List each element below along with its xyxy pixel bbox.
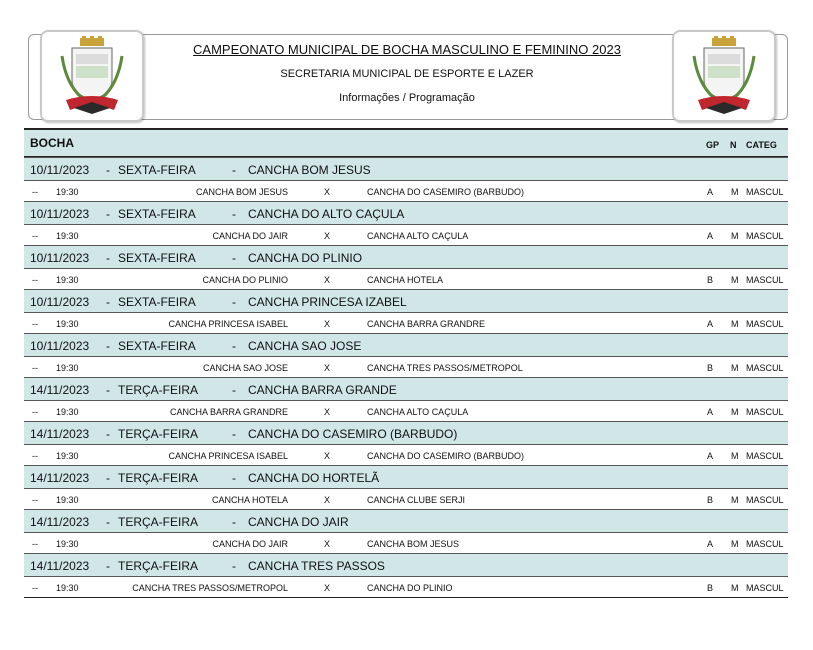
group-date: 10/11/2023 [30,339,90,353]
group-date: 10/11/2023 [30,207,90,221]
match-away-team: CANCHA BARRA GRANDRE [367,319,486,329]
match-category: MASCUL [746,407,784,417]
group-header-row [24,201,788,224]
group-venue: CANCHA DO PLINIO [248,251,363,265]
match-category: MASCUL [746,363,784,373]
match-versus: X [324,231,331,241]
match-group: B [707,495,714,505]
group-weekday: SEXTA-FEIRA [118,163,196,177]
group-separator: - [232,339,236,353]
match-row [24,576,788,597]
match-n: M [731,319,739,329]
match-away-team: CANCHA TRES PASSOS/METROPOL [367,363,523,373]
group-separator: - [232,471,236,485]
group-separator: - [232,295,236,309]
match-dash: -- [32,583,38,593]
section-title: BOCHA [30,136,74,150]
group-header-row [24,157,788,180]
schedule-groups [24,157,788,597]
match-away-team: CANCHA ALTO CAÇULA [367,407,469,417]
group-header-row [24,289,788,312]
group-date: 14/11/2023 [30,471,90,485]
match-category: MASCUL [746,583,784,593]
match-home-team: CANCHA PRINCESA ISABEL [168,319,288,329]
match-away-team: CANCHA ALTO CAÇULA [367,231,469,241]
match-group: A [707,407,714,417]
group-header-row [24,509,788,532]
match-category: MASCUL [746,187,784,197]
group-header-row [24,553,788,576]
match-n: M [731,187,739,197]
match-n: M [731,583,739,593]
match-n: M [731,275,739,285]
crest-icon [58,36,126,118]
match-group: A [707,187,714,197]
match-home-team: CANCHA DO JAIR [212,231,288,241]
match-n: M [731,407,739,417]
group-venue: CANCHA BOM JESUS [248,163,371,177]
group-separator: - [232,515,236,529]
match-category: MASCUL [746,319,784,329]
match-versus: X [324,319,331,329]
group-weekday: TERÇA-FEIRA [118,427,199,441]
match-time: 19:30 [56,539,79,549]
group-header-row [24,333,788,356]
group-separator: - [232,207,236,221]
match-away-team: CANCHA DO CASEMIRO (BARBUDO) [367,451,525,461]
group-venue: CANCHA TRES PASSOS [248,559,385,573]
match-n: M [731,451,739,461]
match-dash: -- [32,451,38,461]
match-dash: -- [32,495,38,505]
match-row [24,444,788,465]
group-separator: - [232,163,236,177]
group-separator: - [106,383,110,397]
match-home-team: CANCHA PRINCESA ISABEL [168,451,288,461]
match-home-team: CANCHA DO PLINIO [202,275,288,285]
group-header-row [24,245,788,268]
group-date: 10/11/2023 [30,251,90,265]
match-home-team: CANCHA BOM JESUS [195,187,288,197]
match-versus: X [324,363,331,373]
match-row [24,356,788,377]
group-separator: - [106,163,110,177]
n-column-header: N [730,140,737,150]
group-venue: CANCHA DO CASEMIRO (BARBUDO) [248,427,458,441]
match-category: MASCUL [746,231,784,241]
group-venue: CANCHA SAO JOSE [248,339,362,353]
match-versus: X [324,187,331,197]
group-separator: - [106,515,110,529]
match-group: A [707,451,714,461]
match-versus: X [324,583,331,593]
match-dash: -- [32,407,38,417]
group-weekday: TERÇA-FEIRA [118,515,199,529]
match-away-team: CANCHA BOM JESUS [367,539,460,549]
group-separator: - [106,471,110,485]
page-subtitle: SECRETARIA MUNICIPAL DE ESPORTE E LAZER [280,68,534,80]
match-time: 19:30 [56,187,79,197]
match-group: A [707,539,714,549]
match-time: 19:30 [56,407,79,417]
group-weekday: TERÇA-FEIRA [118,383,199,397]
table-bottom-rule [24,597,788,598]
match-versus: X [324,451,331,461]
match-dash: -- [32,539,38,549]
municipal-crest-logo-right [672,30,776,122]
match-group: B [707,363,714,373]
group-date: 14/11/2023 [30,559,90,573]
match-dash: -- [32,187,38,197]
match-dash: -- [32,319,38,329]
group-date: 10/11/2023 [30,163,90,177]
match-home-team: CANCHA BARRA GRANDRE [169,407,288,417]
group-date: 10/11/2023 [30,295,90,309]
group-separator: - [106,427,110,441]
group-date: 14/11/2023 [30,383,90,397]
group-header-row [24,421,788,444]
group-date: 14/11/2023 [30,515,90,529]
schedule-table [24,128,788,598]
match-category: MASCUL [746,539,784,549]
match-time: 19:30 [56,275,79,285]
match-row [24,532,788,553]
group-separator: - [232,251,236,265]
match-time: 19:30 [56,319,79,329]
group-venue: CANCHA DO JAIR [248,515,349,529]
group-venue: CANCHA DO HORTELÃ [248,471,380,485]
match-group: A [707,319,714,329]
group-venue: CANCHA DO ALTO CAÇULA [248,207,405,221]
group-weekday: TERÇA-FEIRA [118,471,199,485]
match-versus: X [324,275,331,285]
match-row [24,180,788,201]
match-home-team: CANCHA SAO JOSE [202,363,288,373]
group-weekday: SEXTA-FEIRA [118,295,196,309]
match-row [24,312,788,333]
group-weekday: SEXTA-FEIRA [118,251,196,265]
group-separator: - [106,207,110,221]
group-separator: - [232,427,236,441]
group-separator: - [232,383,236,397]
group-weekday: TERÇA-FEIRA [118,559,199,573]
match-group: A [707,231,714,241]
match-away-team: CANCHA DO CASEMIRO (BARBUDO) [367,187,525,197]
match-home-team: CANCHA HOTELA [211,495,288,505]
match-n: M [731,539,739,549]
match-time: 19:30 [56,495,79,505]
match-time: 19:30 [56,363,79,373]
municipal-crest-logo-left [40,30,144,122]
match-away-team: CANCHA HOTELA [367,275,444,285]
group-header-row [24,377,788,400]
group-separator: - [232,559,236,573]
group-venue: CANCHA BARRA GRANDE [248,383,397,397]
match-away-team: CANCHA CLUBE SERJI [367,495,466,505]
match-versus: X [324,539,331,549]
match-row [24,268,788,289]
match-time: 19:30 [56,583,79,593]
match-category: MASCUL [746,451,784,461]
match-n: M [731,231,739,241]
match-versus: X [324,407,331,417]
categ-column-header: CATEG [746,140,777,150]
match-n: M [731,363,739,373]
group-weekday: SEXTA-FEIRA [118,339,196,353]
match-category: MASCUL [746,495,784,505]
match-group: B [707,583,714,593]
group-date: 14/11/2023 [30,427,90,441]
group-weekday: SEXTA-FEIRA [118,207,196,221]
section-header [24,128,788,157]
match-dash: -- [32,231,38,241]
match-row [24,400,788,421]
match-away-team: CANCHA DO PLINIO [367,583,453,593]
match-n: M [731,495,739,505]
group-header-row [24,465,788,488]
crest-icon [690,36,758,118]
group-venue: CANCHA PRINCESA IZABEL [248,295,407,309]
page-title: CAMPEONATO MUNICIPAL DE BOCHA MASCULINO E FEMININO 2023 [193,42,621,57]
match-category: MASCUL [746,275,784,285]
group-separator: - [106,339,110,353]
match-versus: X [324,495,331,505]
match-dash: -- [32,275,38,285]
gp-column-header: GP [706,140,720,150]
page-info: Informações / Programação [339,92,475,104]
group-separator: - [106,559,110,573]
match-home-team: CANCHA DO JAIR [212,539,288,549]
group-separator: - [106,251,110,265]
match-time: 19:30 [56,451,79,461]
match-dash: -- [32,363,38,373]
group-separator: - [106,295,110,309]
match-row [24,488,788,509]
match-group: B [707,275,714,285]
match-home-team: CANCHA TRES PASSOS/METROPOL [132,583,288,593]
match-row [24,224,788,245]
match-time: 19:30 [56,231,79,241]
